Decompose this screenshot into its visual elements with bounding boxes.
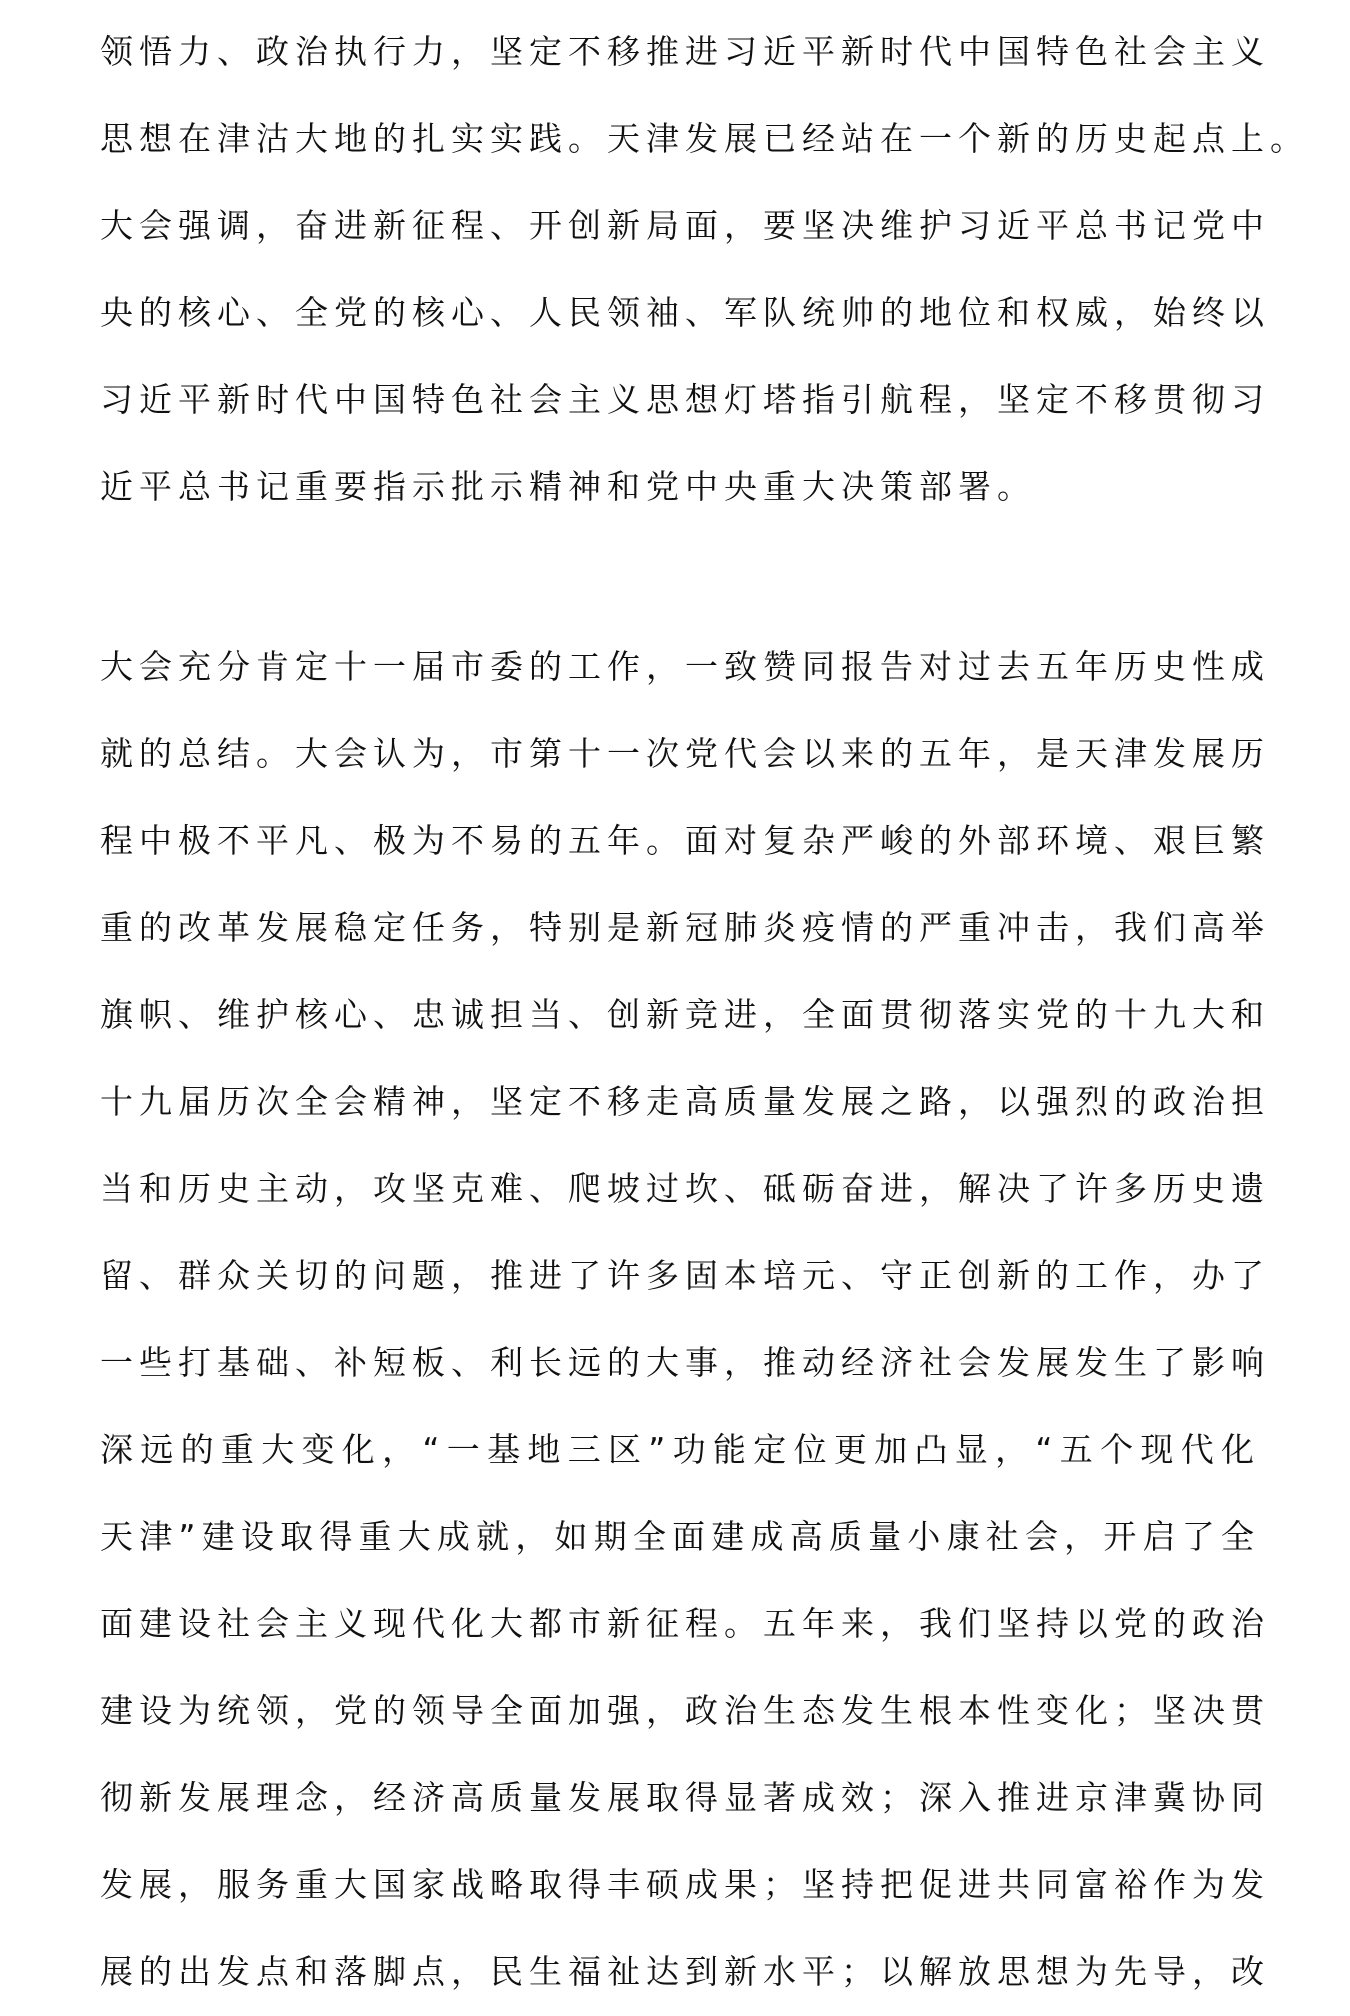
text-line: 彻新发展理念，经济高质量发展取得显著成效；深入推进京津冀协同 xyxy=(100,1778,1270,1817)
text-line: 近平总书记重要指示批示精神和党中央重大决策部署。 xyxy=(100,467,1036,506)
text-line: 十九届历次全会精神，坚定不移走高质量发展之路，以强烈的政治担 xyxy=(100,1082,1270,1121)
text-line: 央的核心、全党的核心、人民领袖、军队统帅的地位和权威，始终以 xyxy=(100,293,1270,332)
text-line: 大会强调，奋进新征程、开创新局面，要坚决维护习近平总书记党中 xyxy=(100,206,1270,245)
text-line: 就的总结。大会认为，市第十一次党代会以来的五年，是天津发展历 xyxy=(100,734,1270,773)
text-line: 深远的重大变化，“一基地三区”功能定位更加凸显，“五个现代化 xyxy=(100,1430,1260,1469)
text-line: 留、群众关切的问题，推进了许多固本培元、守正创新的工作，办了 xyxy=(100,1256,1270,1295)
text-line: 天津”建设取得重大成就，如期全面建成高质量小康社会，开启了全 xyxy=(100,1517,1260,1556)
text-line: 重的改革发展稳定任务，特别是新冠肺炎疫情的严重冲击，我们高举 xyxy=(100,908,1270,947)
text-line: 程中极不平凡、极为不易的五年。面对复杂严峻的外部环境、艰巨繁 xyxy=(100,821,1270,860)
text-line: 建设为统领，党的领导全面加强，政治生态发生根本性变化；坚决贯 xyxy=(100,1691,1270,1730)
text-line: 思想在津沽大地的扎实实践。天津发展已经站在一个新的历史起点上。 xyxy=(100,119,1309,158)
text-line: 展的出发点和落脚点，民生福祉达到新水平；以解放思想为先导，改 xyxy=(100,1952,1270,1991)
text-line: 面建设社会主义现代化大都市新征程。五年来，我们坚持以党的政治 xyxy=(100,1604,1270,1643)
text-line: 领悟力、政治执行力，坚定不移推进习近平新时代中国特色社会主义 xyxy=(100,32,1270,71)
text-line: 发展，服务重大国家战略取得丰硕成果；坚持把促进共同富裕作为发 xyxy=(100,1865,1270,1904)
text-line: 一些打基础、补短板、利长远的大事，推动经济社会发展发生了影响 xyxy=(100,1343,1270,1382)
text-line: 当和历史主动，攻坚克难、爬坡过坎、砥砺奋进，解决了许多历史遗 xyxy=(100,1169,1270,1208)
text-line: 习近平新时代中国特色社会主义思想灯塔指引航程，坚定不移贯彻习 xyxy=(100,380,1270,419)
text-line: 大会充分肯定十一届市委的工作，一致赞同报告对过去五年历史性成 xyxy=(100,647,1270,686)
text-line: 旗帜、维护核心、忠诚担当、创新竞进，全面贯彻落实党的十九大和 xyxy=(100,995,1270,1034)
